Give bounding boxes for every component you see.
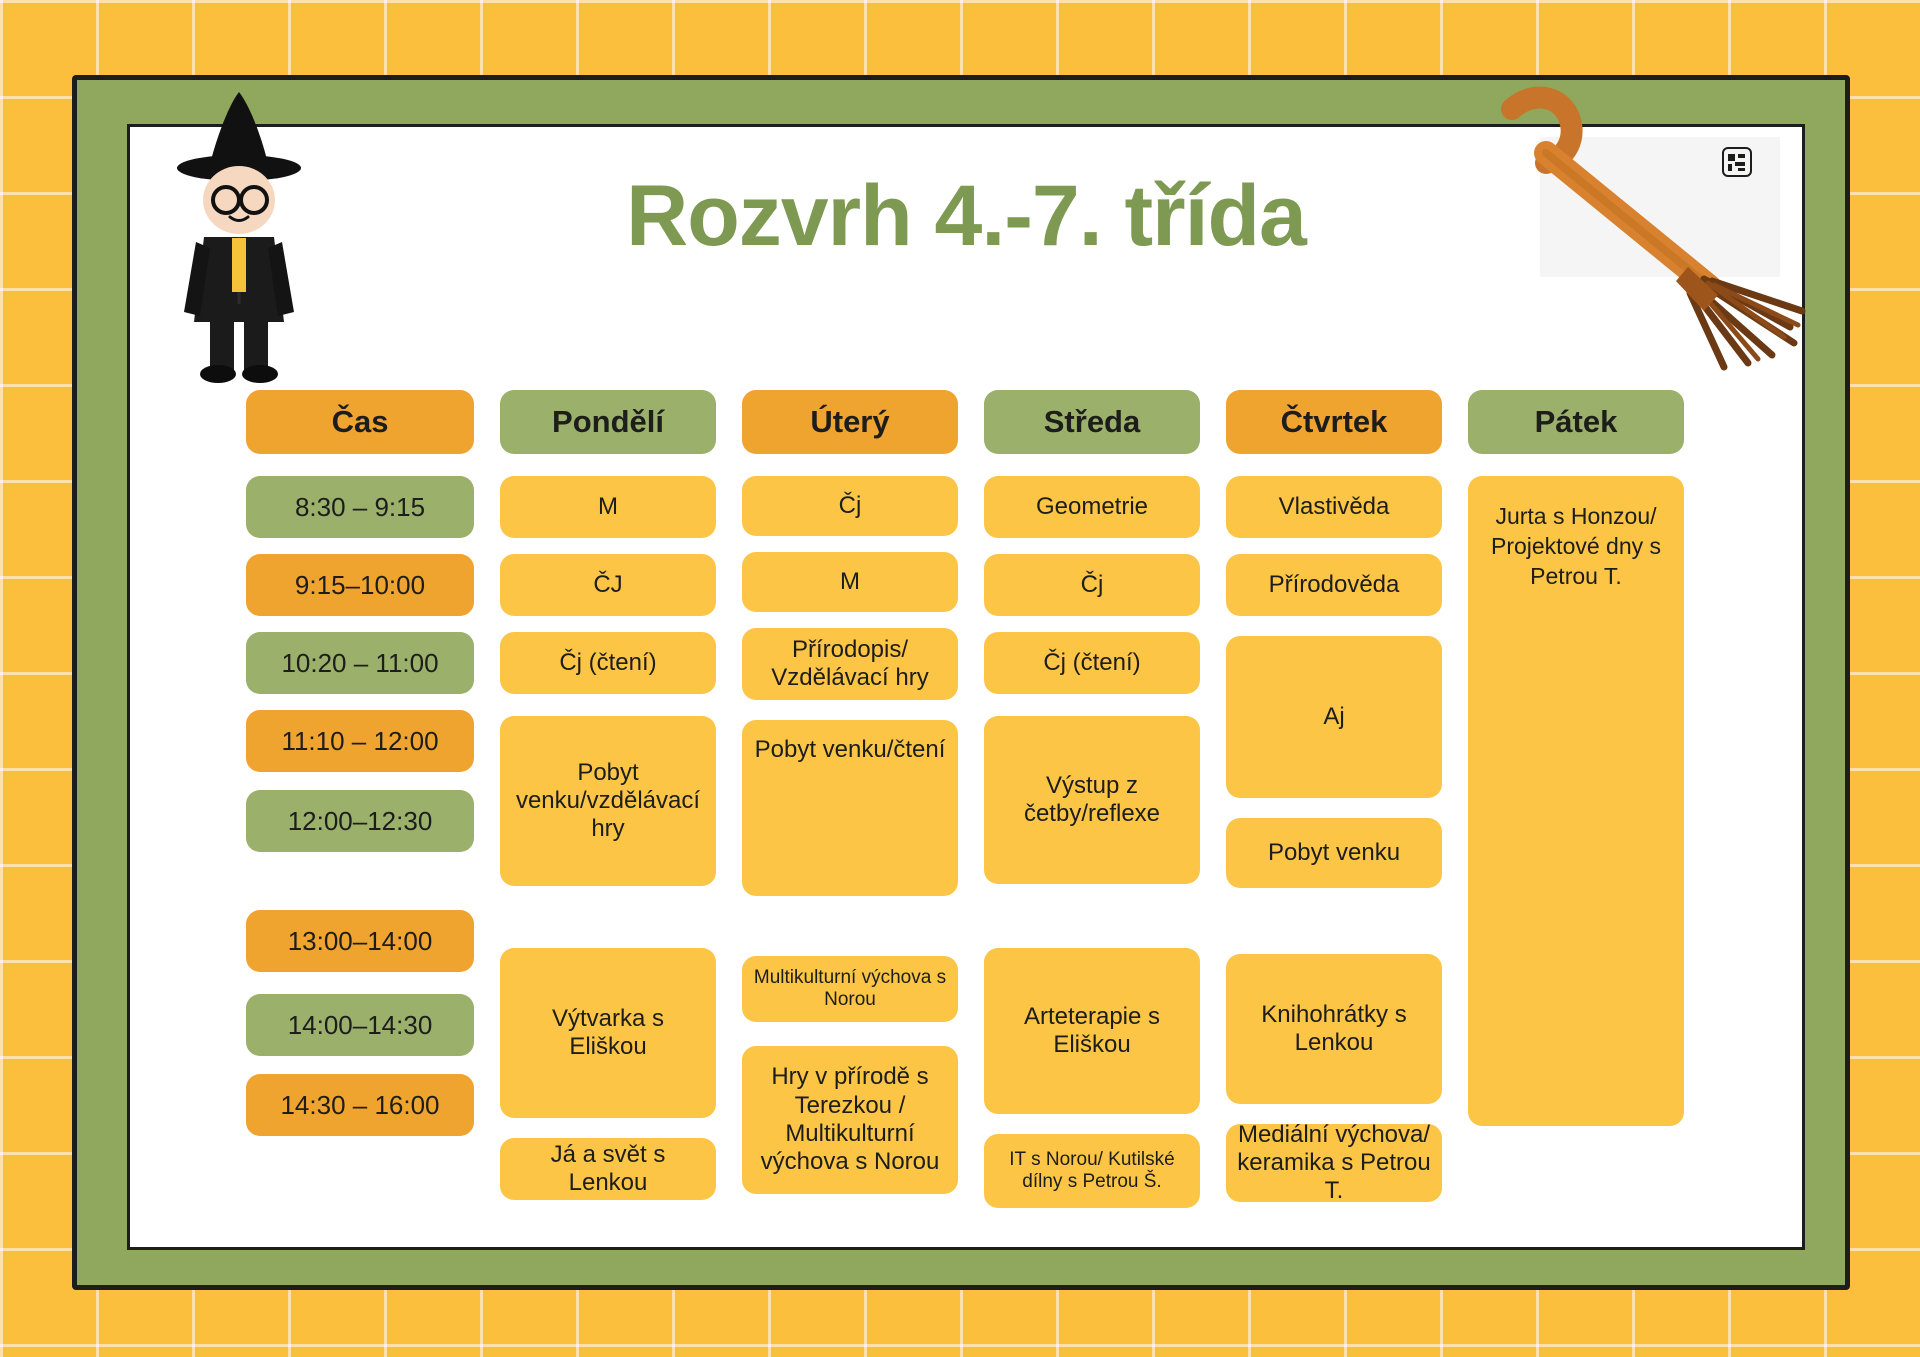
header-cell-monday: Pondělí — [500, 390, 716, 454]
lesson-cell: Přírodopis/ Vzdělávací hry — [742, 628, 958, 700]
lesson-cell: ČJ — [500, 554, 716, 616]
lesson-cell: Pobyt venku/čtení — [742, 720, 958, 896]
column-thursday — [1226, 476, 1442, 1218]
lesson-cell: IT s Norou/ Kutilské dílny s Petrou Š. — [984, 1134, 1200, 1208]
column-friday — [1468, 476, 1684, 1126]
time-slot: 13:00–14:00 — [246, 910, 474, 972]
lesson-cell: M — [500, 476, 716, 538]
lesson-cell: Čj (čtení) — [984, 632, 1200, 694]
header-cell-thursday: Čtvrtek — [1226, 390, 1442, 454]
lesson-cell: Arteterapie s Eliškou — [984, 948, 1200, 1114]
lesson-cell: Přírodověda — [1226, 554, 1442, 616]
time-slot: 8:30 – 9:15 — [246, 476, 474, 538]
lesson-cell: Knihohrátky s Lenkou — [1226, 954, 1442, 1104]
time-slot: 9:15–10:00 — [246, 554, 474, 616]
poster-frame — [72, 75, 1850, 1290]
time-slot: 14:00–14:30 — [246, 994, 474, 1056]
lesson-cell: Aj — [1226, 636, 1442, 798]
time-slot: 10:20 – 11:00 — [246, 632, 474, 694]
page-title: Rozvrh 4.-7. třída — [626, 168, 1306, 264]
lesson-cell: Čj — [742, 476, 958, 536]
lesson-cell: Hry v přírodě s Terezkou / Multikulturní výchova s Norou — [742, 1046, 958, 1194]
table-body — [246, 476, 1696, 1224]
time-slot: 14:30 – 16:00 — [246, 1074, 474, 1136]
lesson-cell: Vlastivěda — [1226, 476, 1442, 538]
lesson-cell: M — [742, 552, 958, 612]
lesson-cell-friday: Jurta s Honzou/ Projektové dny s Petrou T. — [1468, 476, 1684, 1126]
header-cell-friday: Pátek — [1468, 390, 1684, 454]
column-wednesday — [984, 476, 1200, 1224]
lesson-cell: Pobyt venku/vzdělávací hry — [500, 716, 716, 886]
poster-inner-card — [127, 124, 1805, 1250]
time-slot: 11:10 – 12:00 — [246, 710, 474, 772]
column-time — [246, 476, 474, 1152]
table-header-row — [246, 390, 1696, 454]
column-tuesday — [742, 476, 958, 1210]
lesson-cell: Čj — [984, 554, 1200, 616]
schedule-table — [246, 390, 1696, 1224]
lesson-cell: Pobyt venku — [1226, 818, 1442, 888]
lesson-cell: Mediální výchova/ keramika s Petrou T. — [1226, 1124, 1442, 1202]
header-cell-time: Čas — [246, 390, 474, 454]
lesson-cell: Multikulturní výchova s Norou — [742, 956, 958, 1022]
lesson-cell: Výtvarka s Eliškou — [500, 948, 716, 1118]
lesson-cell: Výstup z četby/reflexe — [984, 716, 1200, 884]
lesson-cell: Já a svět s Lenkou — [500, 1138, 716, 1200]
column-monday — [500, 476, 716, 1216]
lesson-cell: Čj (čtení) — [500, 632, 716, 694]
header-cell-tuesday: Úterý — [742, 390, 958, 454]
header-cell-wednesday: Středa — [984, 390, 1200, 454]
lesson-cell: Geometrie — [984, 476, 1200, 538]
time-slot: 12:00–12:30 — [246, 790, 474, 852]
